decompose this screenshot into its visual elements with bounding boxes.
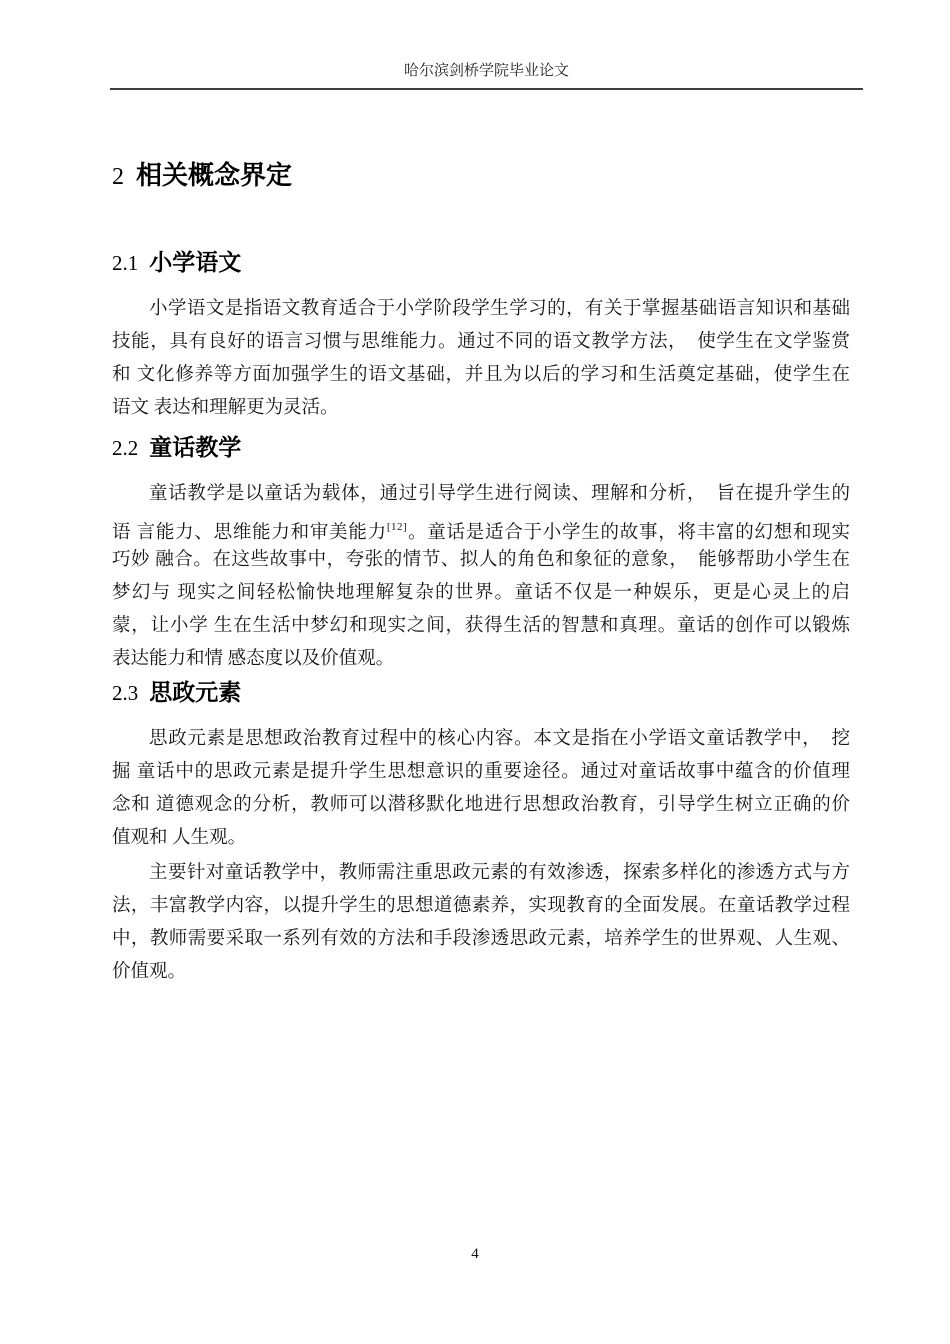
text-segment: 。童话是适合于小学生的故事，将丰富的幻想和现实 (407, 523, 850, 543)
text-line: 掘 童话中的思政元素是提升学生思想意识的重要途径。通过对童话故事中蕴含的价值理 (112, 762, 850, 782)
text-line: 语文 表达和理解更为灵活。 (112, 398, 339, 418)
section-heading-2-1 (112, 248, 850, 277)
page-footer (0, 1244, 950, 1264)
text-line: 中，教师需要采取一系列有效的方法和手段渗透思政元素，培养学生的世界观、人生观、 (112, 929, 850, 949)
section-title: 思政元素 (149, 679, 242, 705)
header-title: 哈尔滨剑桥学院毕业论文 (403, 63, 569, 79)
text-segment: 语 言能力、思维能力和审美能力 (112, 523, 387, 543)
text-line: 值观和 人生观。 (112, 828, 247, 848)
text-line: 和 文化修养等方面加强学生的语文基础，并且为以后的学习和生活奠定基础，使学生在 (112, 365, 850, 385)
section-number: 2.3 (112, 681, 139, 705)
text-line: 蒙，让小学 生在生活中梦幻和现实之间，获得生活的智慧和真理。童话的创作可以锻炼 (112, 616, 850, 636)
chapter-heading (112, 160, 850, 192)
document-body (112, 160, 850, 989)
text-line: 表达能力和情 感态度以及价值观。 (112, 649, 395, 669)
paragraph (112, 478, 850, 676)
text-line: 价值观。 (112, 962, 187, 982)
section-number: 2.1 (112, 251, 139, 275)
section-heading-2-3 (112, 678, 850, 707)
page-header (110, 60, 863, 90)
text-line: 巧妙 融合。在这些故事中，夸张的情节、拟人的角色和象征的意象， 能够帮助小学生在 (112, 550, 850, 570)
text-line: 梦幻与 现实之间轻松愉快地理解复杂的世界。童话不仅是一种娱乐，更是心灵上的启 (112, 583, 850, 603)
section-number: 2.2 (112, 436, 139, 460)
section-heading-2-2 (112, 433, 850, 462)
section-title: 童话教学 (149, 434, 242, 460)
paragraph (112, 857, 850, 989)
text-line: 念和 道德观念的分析，教师可以潜移默化地进行思想政治教育，引导学生树立正确的价 (112, 795, 850, 815)
page-number: 4 (471, 1246, 479, 1262)
text-line: 思政元素是思想政治教育过程中的核心内容。本文是指在小学语文童话教学中， 挖 (149, 729, 850, 749)
text-line-with-citation (112, 511, 850, 544)
section-title: 小学语文 (149, 249, 242, 275)
text-line: 法，丰富教学内容，以提升学生的思想道德素养，实现教育的全面发展。在童话教学过程 (112, 896, 850, 916)
citation-reference: [12] (386, 521, 408, 533)
text-line: 主要针对童话教学中，教师需注重思政元素的有效渗透，探索多样化的渗透方式与方 (149, 863, 850, 883)
text-line: 技能，具有良好的语言习惯与思维能力。通过不同的语文教学方法， 使学生在文学鉴赏 (112, 332, 850, 352)
paragraph (112, 723, 850, 855)
chapter-number: 2 (112, 164, 124, 190)
paragraph (112, 293, 850, 425)
chapter-title: 相关概念界定 (136, 160, 293, 190)
text-line: 小学语文是指语文教育适合于小学阶段学生学习的，有关于掌握基础语言知识和基础 (149, 299, 850, 319)
text-line: 童话教学是以童话为载体，通过引导学生进行阅读、理解和分析， 旨在提升学生的 (149, 484, 850, 504)
